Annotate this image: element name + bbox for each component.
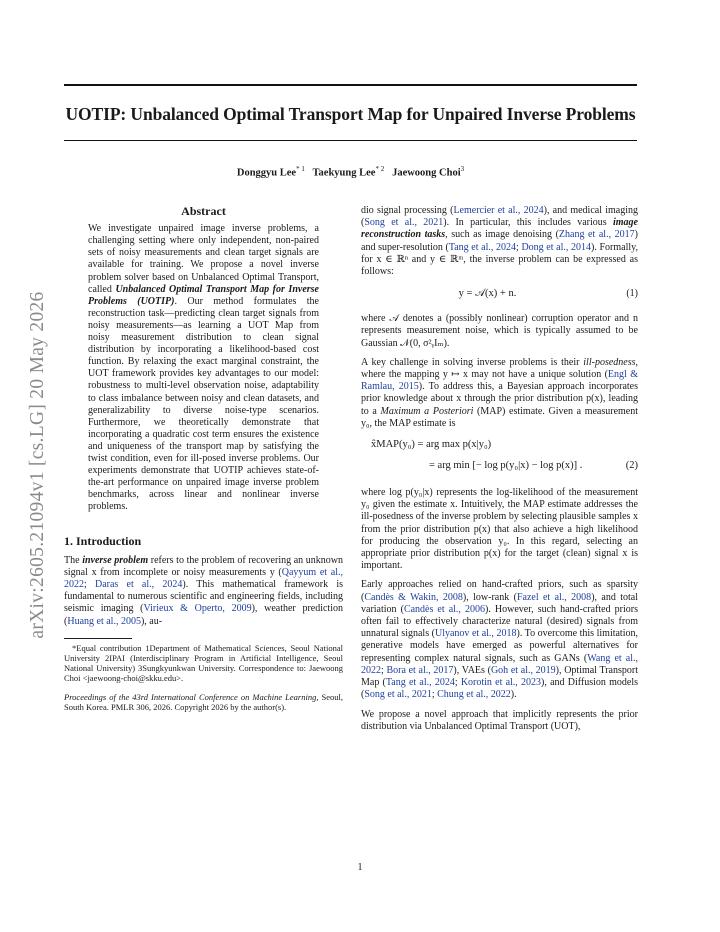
intro-paragraph: The inverse problem refers to the problem of recovering an unknown signal x from incomplete or noisy measurements y (Qayyum et al., 2022; Daras et al., 2024). This mathematical framework is fundamental to numerous scientific and engineering fields, including seismic imaging (Virieux & Operto, 2009), weather prediction (Huang et al., 2005), au- — [64, 554, 344, 627]
paragraph: Early approaches relied on hand-crafted priors, such as sparsity (Candès & Wakin, 2008), low-rank (Fazel et al., 2008), and total variation (Candès et al., 2006). However, such hand-crafted priors often fail to effectively characterize natural (desired) signals from unnatural signals (Ulyanov et al., 2018). To overcome this limitation, generative models have emerged as powerful alternatives for representing complex natural signals, such as GANs (Wang et al., 2022; Bora et al., 2017), VAEs (Goh et al., 2019), Optimal Transport Map (Tang et al., 2024; Korotin et al., 2023), and Diffusion models (Song et al., 2021; Chung et al., 2022). — [361, 579, 639, 701]
author-list — [64, 165, 637, 179]
author-name: Taekyung Lee — [312, 167, 376, 179]
citation-link[interactable]: Chung et al., 2022 — [437, 689, 511, 701]
section-heading: 1. Introduction — [64, 534, 142, 549]
title-bottom-rule — [64, 140, 637, 141]
citation-link[interactable]: Huang et al., 2005 — [67, 615, 141, 627]
citation-link[interactable]: Goh et al., 2019 — [490, 664, 556, 676]
citation-link[interactable]: Qayyum et al., 2022 — [64, 566, 343, 591]
author-affiliation: * 1 — [296, 165, 305, 173]
citation-link[interactable]: Zhang et al., 2017 — [558, 229, 635, 241]
affiliation-footnote: *Equal contribution 1Department of Mathematical Sciences, Seoul National University 2IPAI (Interdisciplinary Program in Artificial Intelligence, Seoul National University) 3Sungkyunkwan University. Correspondence to: Jaewoong Choi <jaewoong-choi@skku.edu>. — [64, 642, 343, 684]
citation-link[interactable]: Tang et al., 2024 — [448, 241, 517, 253]
citation-link[interactable]: Virieux & Operto, 2009 — [143, 603, 252, 615]
citation-link[interactable]: Fazel et al., 2008 — [516, 591, 592, 603]
proceedings-footnote: Proceedings of the 43rd International Conference on Machine Learning, Seoul, South Korea. PMLR 306, 2026. Copyright 2026 by the author(s). — [64, 691, 343, 712]
author-affiliation: * 2 — [375, 165, 385, 173]
paragraph: dio signal processing (Lemercier et al., 2024), and medical imaging (Song et al., 2021). In particular, this includes various image reconstruction tasks, such as image denoising (Zhang et al., 2017) and super-resolution (Tang et al., 2024; Dong et al., 2014). Formally, for x ∈ ℝⁿ and y ∈ ℝᵐ, the inverse problem can be expressed as follows: — [361, 205, 639, 278]
citation-link[interactable]: Daras et al., 2024 — [94, 579, 183, 591]
citation-link[interactable]: Candès et al., 2006 — [403, 603, 485, 615]
arxiv-identifier: arXiv:2605.21094v1 [cs.LG] 20 May 2026 — [27, 291, 48, 639]
method-name: Unbalanced Optimal Transport Map for Inverse Problems (UOTIP) — [88, 283, 319, 307]
author-name: Jaewoong Choi — [392, 167, 461, 179]
equation-line: x̂MAP(y₀) = arg max p(x|y₀) — [371, 439, 492, 451]
equation-1 — [361, 285, 638, 307]
paragraph: where log p(y₀|x) represents the log-likelihood of the measurement y₀ given the estimate x. Intuitively, the MAP estimate addresses the ill-posedness of the inverse problem by selecting plausible samples x from the prior distribution p(x) that also achieve a high likelihood for producing the observation y₀. In this regard, selecting an appropriate prior distribution p(x) for the target (clean) signal x is important. — [361, 487, 638, 572]
citation-link[interactable]: Engl & Ramlau, 2015 — [361, 369, 638, 393]
abstract-body: We investigate unpaired image inverse problems, a challenging setting where only independent, non-paired sets of noisy measurements and clean target signals are available for training. We propose a novel inverse problem solver based on Unbalanced Optimal Transport, called Unbalanced Optimal Transport Map for Inverse Problems (UOTIP). Our method formulates the reconstruction task—predicting clean target signals from noisy measurements—as learning a UOT Map from noisy measurement distribution to clean signal distribution by incorporating a likelihood-based cost function. By relaxing the exact marginal constraint, the UOT framework provides key advantages to our model: robustness to multi-level observation noise, adaptability to class imbalance between noisy and clean datasets, and generalizability to diverse noise-type scenarios. Furthermore, we theoretically demonstrate that incorporating a quadratic cost term ensures the existence and uniqueness of the transport map by satisfying the twist condition, even for ill-posed inverse problems. Our experiments demonstrate that UOTIP achieves state-of-the-art performance on unpaired image inverse problem benchmarks, across linear and nonlinear inverse problems. — [88, 223, 319, 513]
footnote-rule — [64, 638, 132, 639]
left-column — [64, 205, 343, 718]
page-number: 1 — [357, 862, 363, 873]
citation-link[interactable]: Song et al., 2021 — [364, 689, 432, 701]
equation-number: (2) — [625, 460, 638, 472]
author-affiliation: 3 — [460, 165, 465, 173]
citation-link[interactable]: Wang et al., 2022 — [361, 652, 638, 676]
title-top-rule — [64, 84, 637, 86]
equation-line: = arg min [− log p(y₀|x) − log p(x)] . — [429, 460, 583, 472]
citation-link[interactable]: Candès & Wakin, 2008 — [364, 591, 463, 603]
paragraph: where 𝒜 denotes a (possibly nonlinear) corruption operator and n represents measurement noise, which is typically assumed to be Gaussian 𝒩(0, σ²ᵧIₘ). — [361, 313, 638, 349]
equation-2 — [361, 437, 638, 481]
right-column — [361, 205, 638, 740]
citation-link[interactable]: Korotin et al., 2023 — [460, 677, 542, 689]
citation-link[interactable]: Song et al., 2021 — [364, 217, 444, 229]
abstract-heading: Abstract — [181, 204, 226, 218]
citation-link[interactable]: Dong et al., 2014 — [521, 241, 591, 253]
citation-link[interactable]: Bora et al., 2017 — [386, 664, 454, 676]
equation-body: y = 𝒜(x) + n. — [458, 288, 517, 300]
paper-title: UOTIP: Unbalanced Optimal Transport Map for Unpaired Inverse Problems — [65, 104, 636, 124]
citation-link[interactable]: Ulyanov et al., 2018 — [434, 628, 517, 640]
paragraph: A key challenge in solving inverse problems is their ill-posedness, where the mapping y ↦ x may not have a unique solution (Engl & Ramlau, 2015). To address this, a Bayesian approach incorporates prior knowledge about x through the prior distribution p(x), leading to a Maximum a Posteriori (MAP) estimate. Given a measurement y₀, the MAP estimate is — [361, 356, 639, 429]
citation-link[interactable]: Tang et al., 2024 — [385, 677, 455, 689]
citation-link[interactable]: Lemercier et al., 2024 — [453, 205, 544, 216]
author-name: Donggyu Lee — [236, 167, 297, 179]
paragraph: We propose a novel approach that implicitly represents the prior distribution via Unbalanced Optimal Transport (UOT), — [361, 708, 638, 732]
equation-number: (1) — [626, 288, 638, 300]
